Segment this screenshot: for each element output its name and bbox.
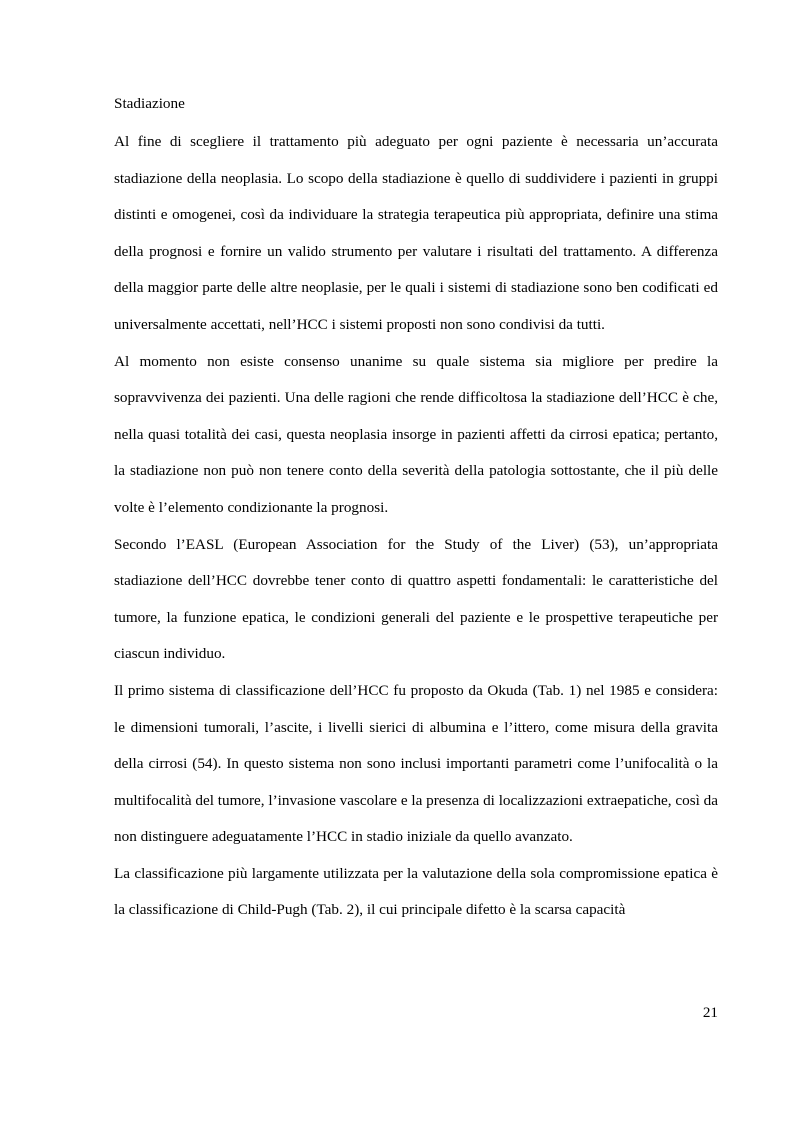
text-segment: Il primo sistema di classificazione dell’HCC fu proposto da bbox=[114, 681, 488, 699]
text-segment: Al momento non esiste consenso unanime su quale sistema sia migliore per predire la sopravvivenza dei pazienti. Una delle ragioni che rende difficoltosa la stadiazione dell’HCC è che, nella quasi totalità dei casi, questa neoplasia insorge in pazienti affetti da cirrosi epatica; pertanto, la stadiazione non può non tenere conto della severità della patologia sottostante, che il più delle volte è l’elemento condizionante la prognosi. bbox=[114, 352, 718, 516]
paragraph-easl bbox=[114, 527, 718, 673]
text-segment: Al fine di scegliere il trattamento più adeguato per ogni paziente è necessaria un’accurata stadiazione della neoplasia. Lo scopo della stadiazione è quello di suddividere i pazienti in gruppi distinti e omogenei, così da individuare la strategia terapeutica più appropriata, definire una stima della prognosi e fornire un valido strumento per valutare i risultati del trattamento. A differenza della maggior parte delle altre neoplasie, per le quali i sistemi di stadiazione sono ben codificati ed universalmente accettati, nell’HCC i sistemi proposti non sono condivisi da tutti. bbox=[114, 133, 718, 333]
body-text bbox=[114, 124, 718, 929]
text-segment: ) (53), un’appropriata stadiazione dell’HCC dovrebbe tener conto di quattro aspetti fondamentali: le caratteristiche del tumore, la funzione epatica, le condizioni generali del paziente e le prospettive terapeutiche per ciascun individuo. bbox=[114, 535, 719, 663]
paragraph-consensus bbox=[114, 344, 718, 527]
paragraph-child-pugh bbox=[114, 856, 718, 929]
okuda-term: Okuda bbox=[487, 681, 528, 699]
child-pugh-term: Child-Pugh bbox=[237, 901, 308, 919]
paragraph-intro bbox=[114, 124, 718, 344]
page-number: 21 bbox=[702, 1004, 718, 1021]
text-segment: La classificazione più largamente utilizzata per la valutazione della sola compromissione epatica è la classificazione di bbox=[114, 864, 718, 919]
text-segment: (Tab. 1) nel 1985 e considera: le dimensioni tumorali, l’ascite, i livelli sierici di albumina e l’ittero, come misura della gravita della cirrosi (54). In questo sistema non sono inclusi importanti parametri come l’unifocalità o la multifocalità del tumore, l’invasione vascolare e la presenza di localizzazioni extraepatiche, così da non distinguere adeguatamente l’HCC in stadio iniziale da quello avanzato. bbox=[114, 681, 718, 846]
paragraph-okuda bbox=[114, 673, 718, 856]
text-segment: Secondo l’EASL ( bbox=[114, 535, 239, 553]
easl-full-name: European Association for the Study of the Liver bbox=[238, 535, 575, 553]
section-heading: Stadiazione bbox=[114, 95, 185, 112]
text-segment: (Tab. 2), il cui principale difetto è la scarsa capacità bbox=[307, 901, 626, 919]
